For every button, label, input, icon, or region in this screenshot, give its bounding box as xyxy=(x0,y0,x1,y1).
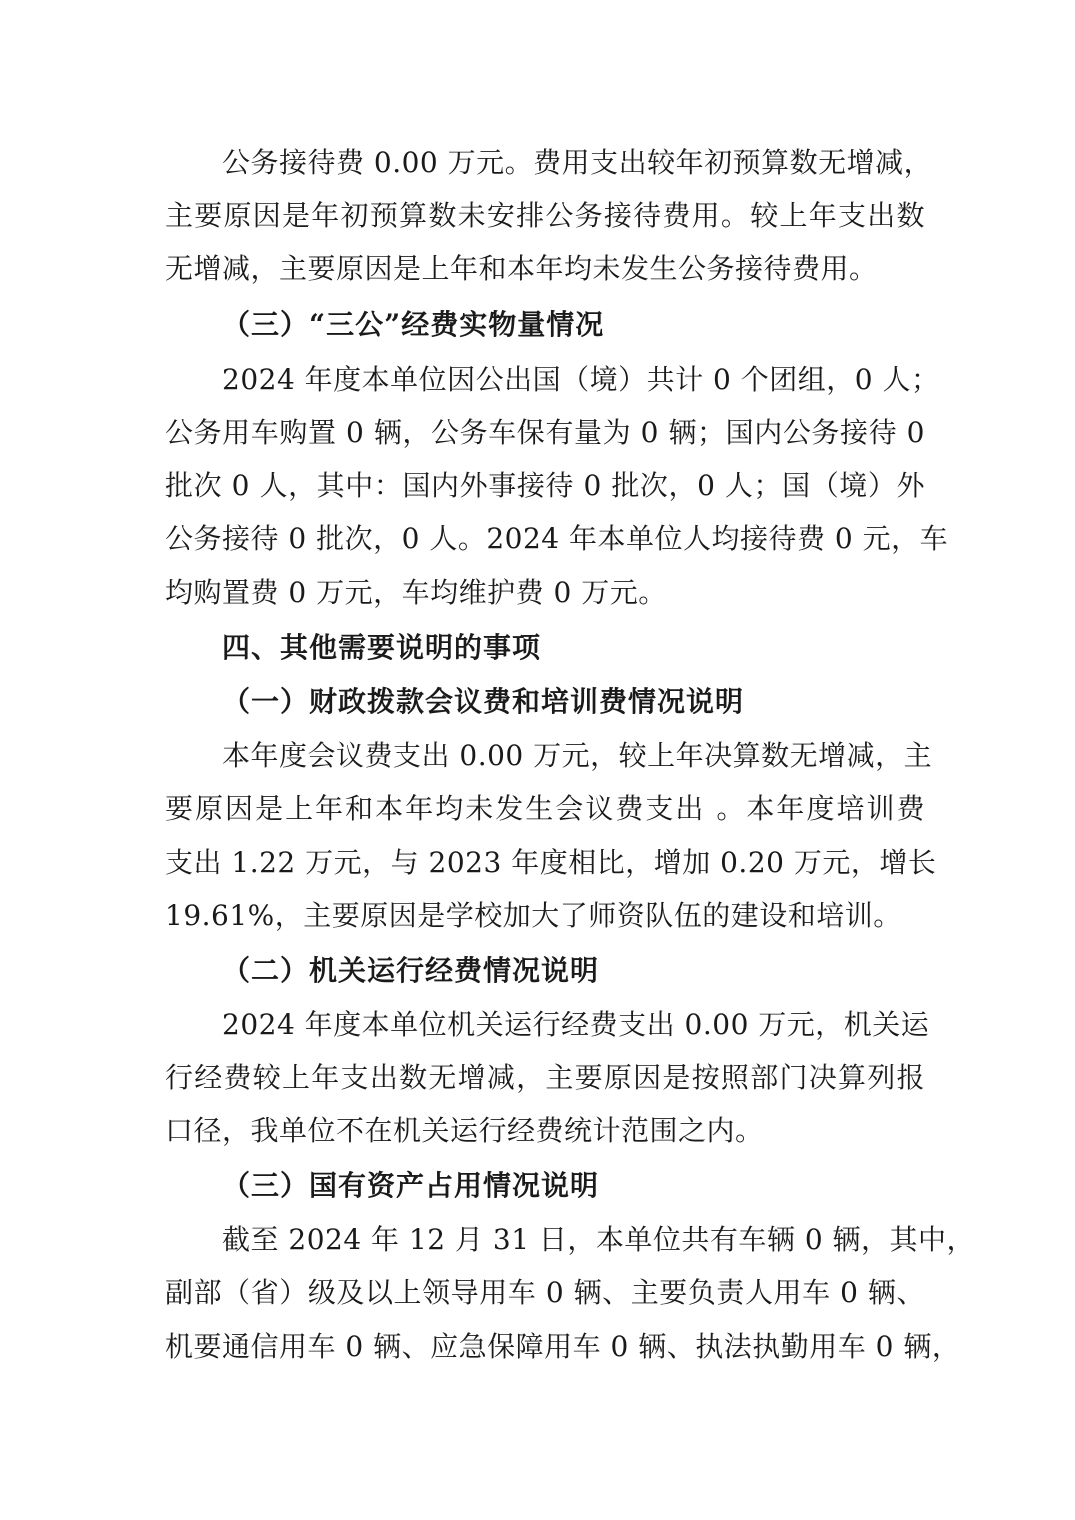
paragraph-line: 公务用车购置 0 辆，公务车保有量为 0 辆；国内公务接待 0 xyxy=(165,416,925,449)
paragraph-line: 截至 2024 年 12 月 31 日，本单位共有车辆 0 辆，其中， xyxy=(222,1223,976,1256)
paragraph-line: 本年度会议费支出 0.00 万元，较上年决算数无增减，主 xyxy=(222,739,933,772)
section-heading: （一）财政拨款会议费和培训费情况说明 xyxy=(222,685,745,718)
paragraph-line: 要原因是上年和本年均未发生会议费支出 。本年度培训费 xyxy=(165,792,925,825)
paragraph-line: 主要原因是年初预算数未安排公务接待费用。较上年支出数 xyxy=(165,199,925,232)
paragraph-line: 行经费较上年支出数无增减，主要原因是按照部门决算列报 xyxy=(165,1061,925,1094)
section-heading: 四、其他需要说明的事项 xyxy=(222,631,542,664)
paragraph-line: 批次 0 人，其中：国内外事接待 0 批次，0 人；国（境）外 xyxy=(165,469,925,502)
paragraph-line: 19.61%，主要原因是学校加大了师资队伍的建设和培训。 xyxy=(165,899,902,932)
paragraph-line: 支出 1.22 万元，与 2023 年度相比，增加 0.20 万元，增长 xyxy=(165,846,937,879)
paragraph-line: 机要通信用车 0 辆、应急保障用车 0 辆、执法执勤用车 0 辆， xyxy=(165,1330,961,1363)
paragraph-line: 公务接待 0 批次，0 人。2024 年本单位人均接待费 0 元，车 xyxy=(165,522,949,555)
paragraph-line: 公务接待费 0.00 万元。费用支出较年初预算数无增减， xyxy=(222,146,933,179)
paragraph-line: 2024 年度本单位因公出国（境）共计 0 个团组，0 人； xyxy=(222,363,940,396)
paragraph-line: 副部（省）级及以上领导用车 0 辆、主要负责人用车 0 辆、 xyxy=(165,1276,925,1309)
paragraph-line: 2024 年度本单位机关运行经费支出 0.00 万元，机关运 xyxy=(222,1008,930,1041)
paragraph-line: 口径，我单位不在机关运行经费统计范围之内。 xyxy=(165,1114,764,1147)
section-heading: （三）国有资产占用情况说明 xyxy=(222,1169,600,1202)
section-heading: （三）“三公”经费实物量情况 xyxy=(222,308,605,341)
paragraph-line: 均购置费 0 万元，车均维护费 0 万元。 xyxy=(165,576,667,609)
section-heading: （二）机关运行经费情况说明 xyxy=(222,954,600,987)
paragraph-line: 无增减，主要原因是上年和本年均未发生公务接待费用。 xyxy=(165,252,878,285)
